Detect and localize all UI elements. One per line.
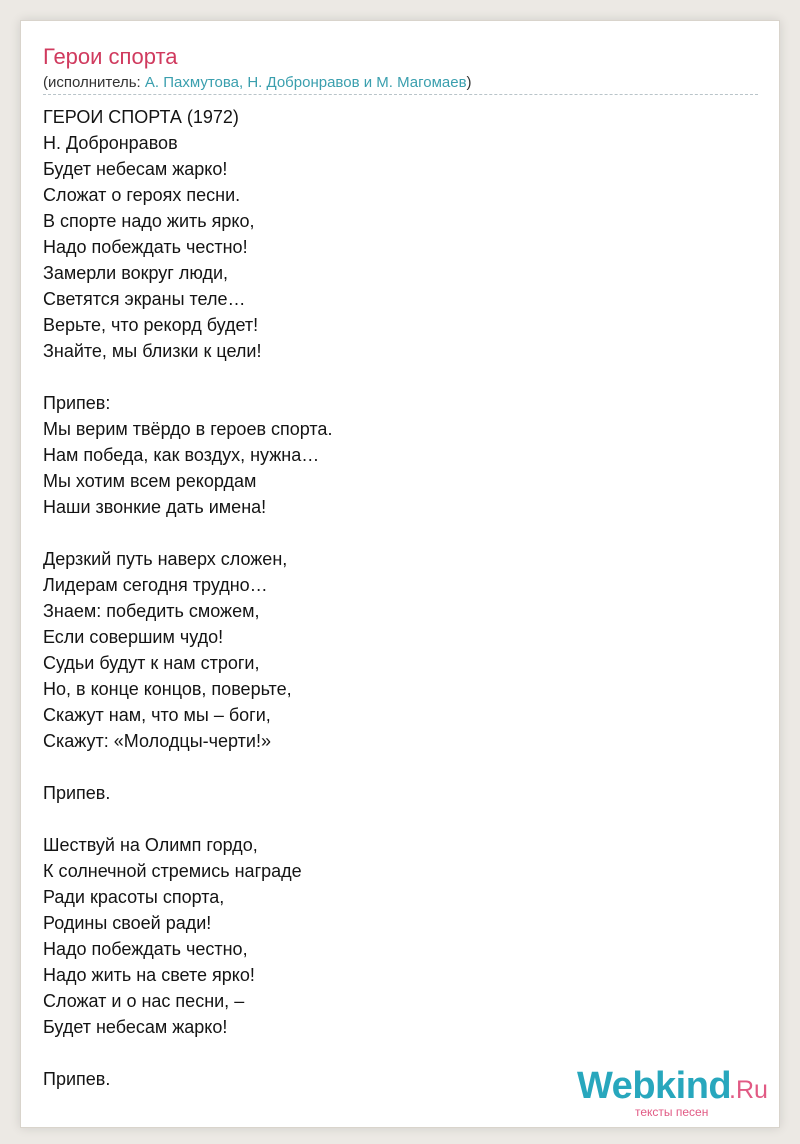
lyric-line: Мы верим твёрдо в героев спорта. — [43, 419, 333, 439]
lyric-line: Будет небесам жарко! — [43, 1017, 228, 1037]
lyric-line: Знаем: победить сможем, — [43, 601, 260, 621]
lyric-line: Светятся экраны теле… — [43, 289, 246, 309]
logo-tld: .Ru — [729, 1076, 768, 1104]
stanza-break — [43, 520, 332, 546]
lyric-line: Надо побеждать честно, — [43, 939, 248, 959]
performers-prefix: (исполнитель: — [43, 74, 145, 91]
performers-link[interactable]: А. Пахмутова, Н. Добронравов и М. Магомаев — [144, 74, 467, 91]
stanza-break — [43, 806, 332, 832]
lyric-line: Лидерам сегодня трудно… — [43, 575, 268, 595]
logo-tagline: тексты песен — [635, 1105, 709, 1119]
lyric-line: Верьте, что рекорд будет! — [43, 315, 259, 335]
lyric-line: Припев. — [43, 783, 111, 803]
lyrics-body — [43, 104, 332, 1092]
lyric-line: ГЕРОИ СПОРТА (1972) — [43, 107, 239, 127]
lyric-line: Скажут: «Молодцы-черти!» — [43, 731, 271, 751]
lyric-line: Наши звонкие дать имена! — [43, 497, 267, 517]
lyric-line: К солнечной стремись награде — [43, 861, 302, 881]
performers-line — [43, 74, 472, 91]
lyric-line: Шествуй на Олимп гордо, — [43, 835, 258, 855]
lyric-line: Будет небесам жарко! — [43, 159, 228, 179]
stanza-break — [43, 1040, 332, 1066]
lyric-line: В спорте надо жить ярко, — [43, 211, 255, 231]
lyric-line: Н. Добронравов — [43, 133, 178, 153]
stanza-break — [43, 754, 332, 780]
lyric-line: Нам победа, как воздух, нужна… — [43, 445, 320, 465]
lyric-line: Знайте, мы близки к цели! — [43, 341, 262, 361]
performers-suffix: ) — [466, 74, 472, 91]
site-logo[interactable] — [577, 1065, 773, 1121]
lyric-line: Скажут нам, что мы – боги, — [43, 705, 271, 725]
logo-name: Webkind — [577, 1065, 732, 1107]
stanza-break — [43, 364, 332, 390]
lyric-line: Припев: — [43, 393, 111, 413]
lyric-line: Родины своей ради! — [43, 913, 212, 933]
lyric-line: Мы хотим всем рекордам — [43, 471, 257, 491]
lyric-line: Сложат и о нас песни, – — [43, 991, 245, 1011]
lyric-line: Замерли вокруг люди, — [43, 263, 229, 283]
divider — [43, 94, 758, 95]
lyric-line: Если совершим чудо! — [43, 627, 224, 647]
lyric-line: Дерзкий путь наверх сложен, — [43, 549, 288, 569]
lyric-line: Надо жить на свете ярко! — [43, 965, 255, 985]
lyric-line: Судьи будут к нам строги, — [43, 653, 260, 673]
lyrics-page — [20, 20, 780, 1128]
lyric-line: Надо побеждать честно! — [43, 237, 248, 257]
lyric-line: Сложат о героях песни. — [43, 185, 241, 205]
song-title: Герои спорта — [43, 44, 178, 69]
lyric-line: Но, в конце концов, поверьте, — [43, 679, 292, 699]
lyric-line: Припев. — [43, 1069, 111, 1089]
lyric-line: Ради красоты спорта, — [43, 887, 225, 907]
